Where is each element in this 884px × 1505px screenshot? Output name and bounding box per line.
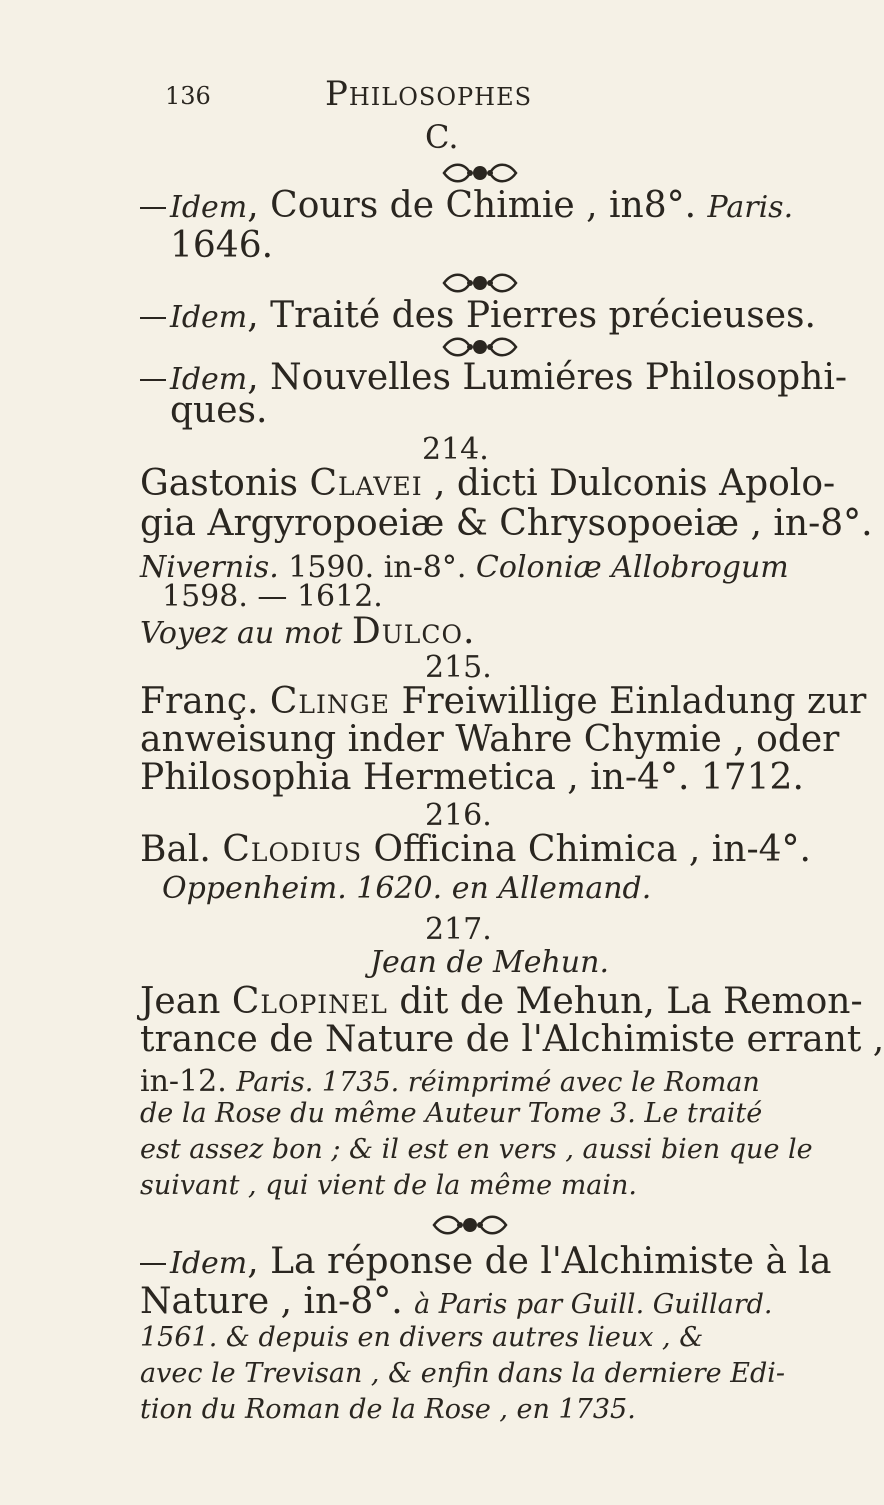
entry-text: , dicti Dulconis Apolo- — [422, 463, 836, 504]
entry-text: Bal. — [140, 829, 223, 870]
entry-text: , La réponse de l'Alchimiste à la — [247, 1241, 832, 1282]
entry-lead: Idem — [170, 1246, 248, 1281]
entry-text: , Nouvelles Lumiéres Philosophi- — [247, 357, 848, 398]
entry-line — [140, 1241, 832, 1282]
entry-number: 214. — [422, 432, 489, 467]
entry-line: Philosophia Hermetica , in-4°. 1712. — [140, 757, 804, 798]
dash-mark — [140, 379, 166, 381]
entry-line: anweisung inder Wahre Chymie , oder — [140, 719, 840, 760]
entry-line: 1598. — 1612. — [162, 579, 383, 614]
author-name: Clinge — [269, 681, 391, 722]
entry-line — [140, 611, 476, 652]
entry-line — [140, 185, 794, 226]
running-title: Philosophes — [325, 74, 533, 114]
entry-line: gia Argyropoeiæ & Chrysopoeiæ , in-8°. — [140, 503, 873, 544]
entry-line: trance de Nature de l'Alchimiste errant , — [140, 1019, 884, 1060]
fleuron-ornament-icon — [440, 160, 520, 186]
entry-lead: Idem — [170, 300, 248, 335]
fleuron-ornament-icon — [440, 270, 520, 296]
entry-continuation: 1646. — [170, 225, 274, 266]
entry-line — [140, 681, 867, 722]
entry-lead: Idem — [170, 190, 248, 225]
entry-line — [140, 829, 811, 870]
dash-mark — [140, 317, 166, 319]
dash-mark — [140, 207, 166, 209]
entry-note: Paris. 1735. réimprimé avec le Roman — [236, 1067, 760, 1098]
dash-mark — [140, 1263, 166, 1265]
entry-text: , Cours de Chimie , in8°. — [247, 185, 697, 226]
author-name: Clavei — [309, 463, 423, 504]
entry-continuation: ques. — [170, 390, 268, 431]
entry-place: Nivernis. — [140, 550, 279, 585]
entry-number: 216. — [425, 798, 492, 833]
entry-text: Franç. — [140, 681, 270, 722]
entry-line: tion du Roman de la Rose , en 1735. — [140, 1394, 636, 1425]
entry-line: avec le Trevisan , & enfin dans la derniere Edi- — [140, 1358, 785, 1389]
entry-line — [140, 463, 836, 504]
entry-line: Oppenheim. 1620. en Allemand. — [162, 871, 652, 906]
entry-text: dit de Mehun, La Remon- — [387, 981, 863, 1022]
entry-subheading: Jean de Mehun. — [370, 945, 609, 980]
entry-number: 215. — [425, 650, 492, 685]
entry-text: Freiwillige Einladung zur — [390, 681, 867, 722]
entry-lead: Idem — [170, 362, 248, 397]
entry-line — [140, 981, 863, 1022]
entry-text: 1590. in-8°. — [278, 550, 476, 585]
entry-text: Gastonis — [140, 463, 310, 504]
entry-text: Voyez au mot — [140, 616, 352, 651]
entry-line: 1561. & depuis en divers autres lieux , & — [140, 1322, 704, 1353]
page-number: 136 — [165, 82, 211, 110]
entry-place: Coloniæ Allobrogum — [475, 550, 789, 585]
entry-line: de la Rose du même Auteur Tome 3. Le traité — [140, 1098, 763, 1129]
entry-text: Nature , in-8°. — [140, 1281, 415, 1322]
entry-line — [140, 1281, 773, 1322]
entry-line: suivant , qui vient de la même main. — [140, 1170, 638, 1201]
entry-place: à Paris par Guill. Guillard. — [414, 1289, 773, 1320]
entry-text: , Traité des Pierres précieuses. — [247, 295, 816, 336]
entry-text: Officina Chimica , in-4°. — [362, 829, 811, 870]
entry-line: est assez bon ; & il est en vers , aussi bien que le — [140, 1134, 813, 1165]
author-name: Dulco. — [351, 611, 476, 652]
entry-text: in-12. — [140, 1064, 237, 1099]
author-name: Clodius — [222, 829, 363, 870]
author-name: Clopinel — [231, 981, 388, 1022]
fleuron-ornament-icon — [430, 1212, 510, 1238]
entry-place: Paris. — [707, 190, 794, 225]
entry-line — [140, 295, 816, 336]
entry-number: 217. — [425, 912, 492, 947]
section-letter: C. — [425, 118, 459, 156]
entry-line — [140, 1062, 760, 1098]
entry-text: Jean — [140, 981, 232, 1022]
